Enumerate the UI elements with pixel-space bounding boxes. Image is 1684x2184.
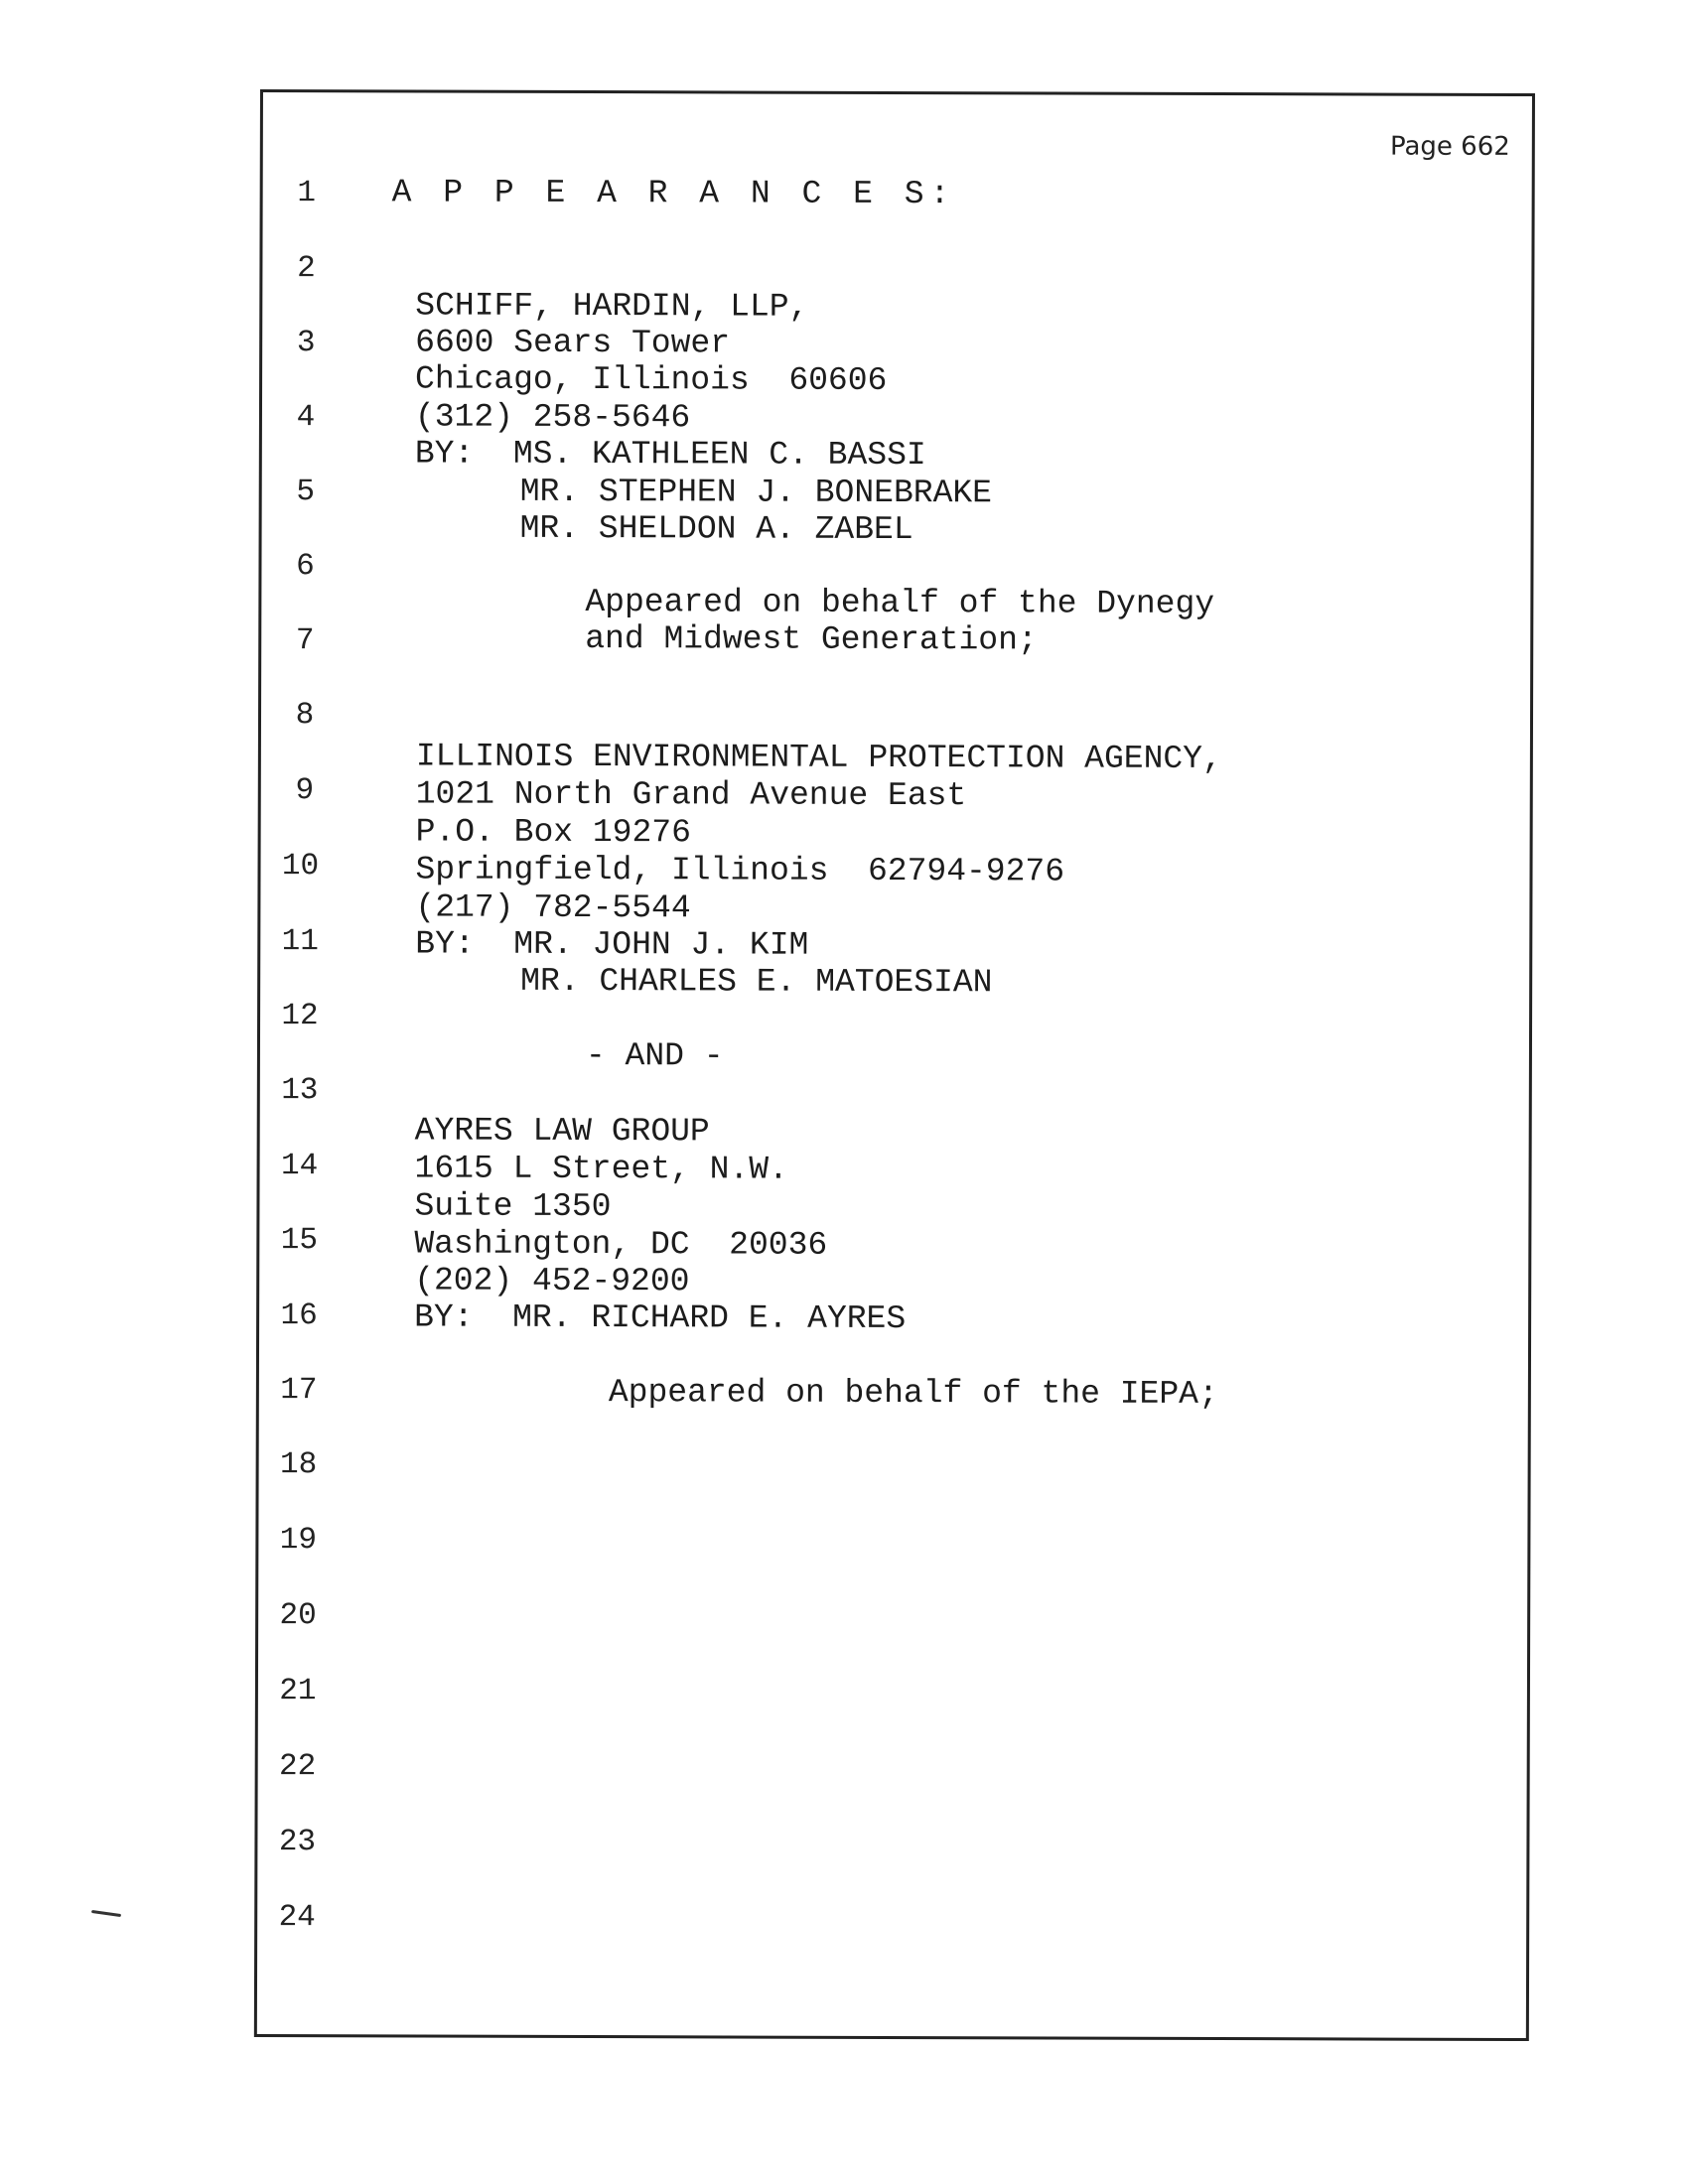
attorney-line: BY: MS. KATHLEEN C. BASSI: [414, 435, 926, 475]
appearances-heading: A P P E A R A N C E S:: [391, 174, 956, 213]
firm-phone: (312) 258-5646: [414, 398, 691, 437]
line-number: 7: [295, 623, 315, 659]
line-number: 2: [297, 251, 316, 287]
attorney-line: BY: MR. RICHARD E. AYRES: [414, 1298, 907, 1338]
line-number: 21: [279, 1674, 317, 1709]
appearance-statement: and Midwest Generation;: [585, 620, 1038, 659]
firm-address: 1021 North Grand Avenue East: [415, 775, 967, 815]
line-number: 9: [295, 773, 315, 809]
line-number: 10: [281, 849, 320, 885]
page-number: Page 662: [1389, 131, 1510, 162]
line-number: 24: [278, 1900, 316, 1936]
attorney-line: MR. STEPHEN J. BONEBRAKE: [519, 473, 993, 512]
firm-address: Suite 1350: [414, 1187, 612, 1226]
line-number: 23: [278, 1825, 317, 1860]
firm-name: SCHIFF, HARDIN, LLP,: [415, 287, 809, 326]
line-number: 17: [280, 1373, 318, 1409]
line-number: 20: [279, 1598, 317, 1634]
firm-phone: (202) 452-9200: [414, 1262, 690, 1300]
and-separator: - AND -: [585, 1037, 724, 1075]
firm-name: AYRES LAW GROUP: [414, 1112, 710, 1151]
line-number: 18: [279, 1447, 318, 1483]
firm-name: ILLINOIS ENVIRONMENTAL PROTECTION AGENCY,: [415, 738, 1222, 778]
line-number: 8: [295, 698, 315, 734]
attorney-line: BY: MR. JOHN J. KIM: [415, 925, 809, 964]
line-number: 16: [280, 1298, 318, 1334]
line-number: 3: [296, 326, 316, 361]
line-number: 13: [281, 1073, 319, 1109]
line-number: 6: [296, 549, 315, 585]
line-number: 14: [280, 1149, 319, 1184]
firm-address: 1615 L Street, N.W.: [414, 1150, 788, 1188]
line-number: 19: [279, 1523, 318, 1559]
transcript-page: [254, 89, 1535, 2041]
firm-address: Washington, DC 20036: [414, 1225, 828, 1264]
line-number: 12: [281, 999, 319, 1034]
firm-address: P.O. Box 19276: [415, 813, 691, 852]
appearance-statement: Appeared on behalf of the IEPA;: [608, 1374, 1218, 1414]
line-number: 15: [280, 1223, 319, 1259]
scan-mark: [91, 1910, 121, 1917]
firm-phone: (217) 782-5544: [415, 888, 691, 927]
firm-address: 6600 Sears Tower: [415, 324, 731, 362]
line-number: 11: [281, 924, 319, 960]
firm-address: Chicago, Illinois 60606: [415, 360, 888, 399]
firm-address: Springfield, Illinois 62794-9276: [415, 851, 1065, 890]
line-number: 22: [279, 1749, 317, 1785]
line-number: 5: [296, 475, 316, 510]
line-number: 4: [296, 400, 316, 436]
attorney-line: MR. SHELDON A. ZABEL: [519, 509, 913, 549]
appearance-statement: Appeared on behalf of the Dynegy: [585, 584, 1215, 623]
line-number: 1: [297, 176, 317, 211]
attorney-line: MR. CHARLES E. MATOESIAN: [520, 962, 993, 1002]
